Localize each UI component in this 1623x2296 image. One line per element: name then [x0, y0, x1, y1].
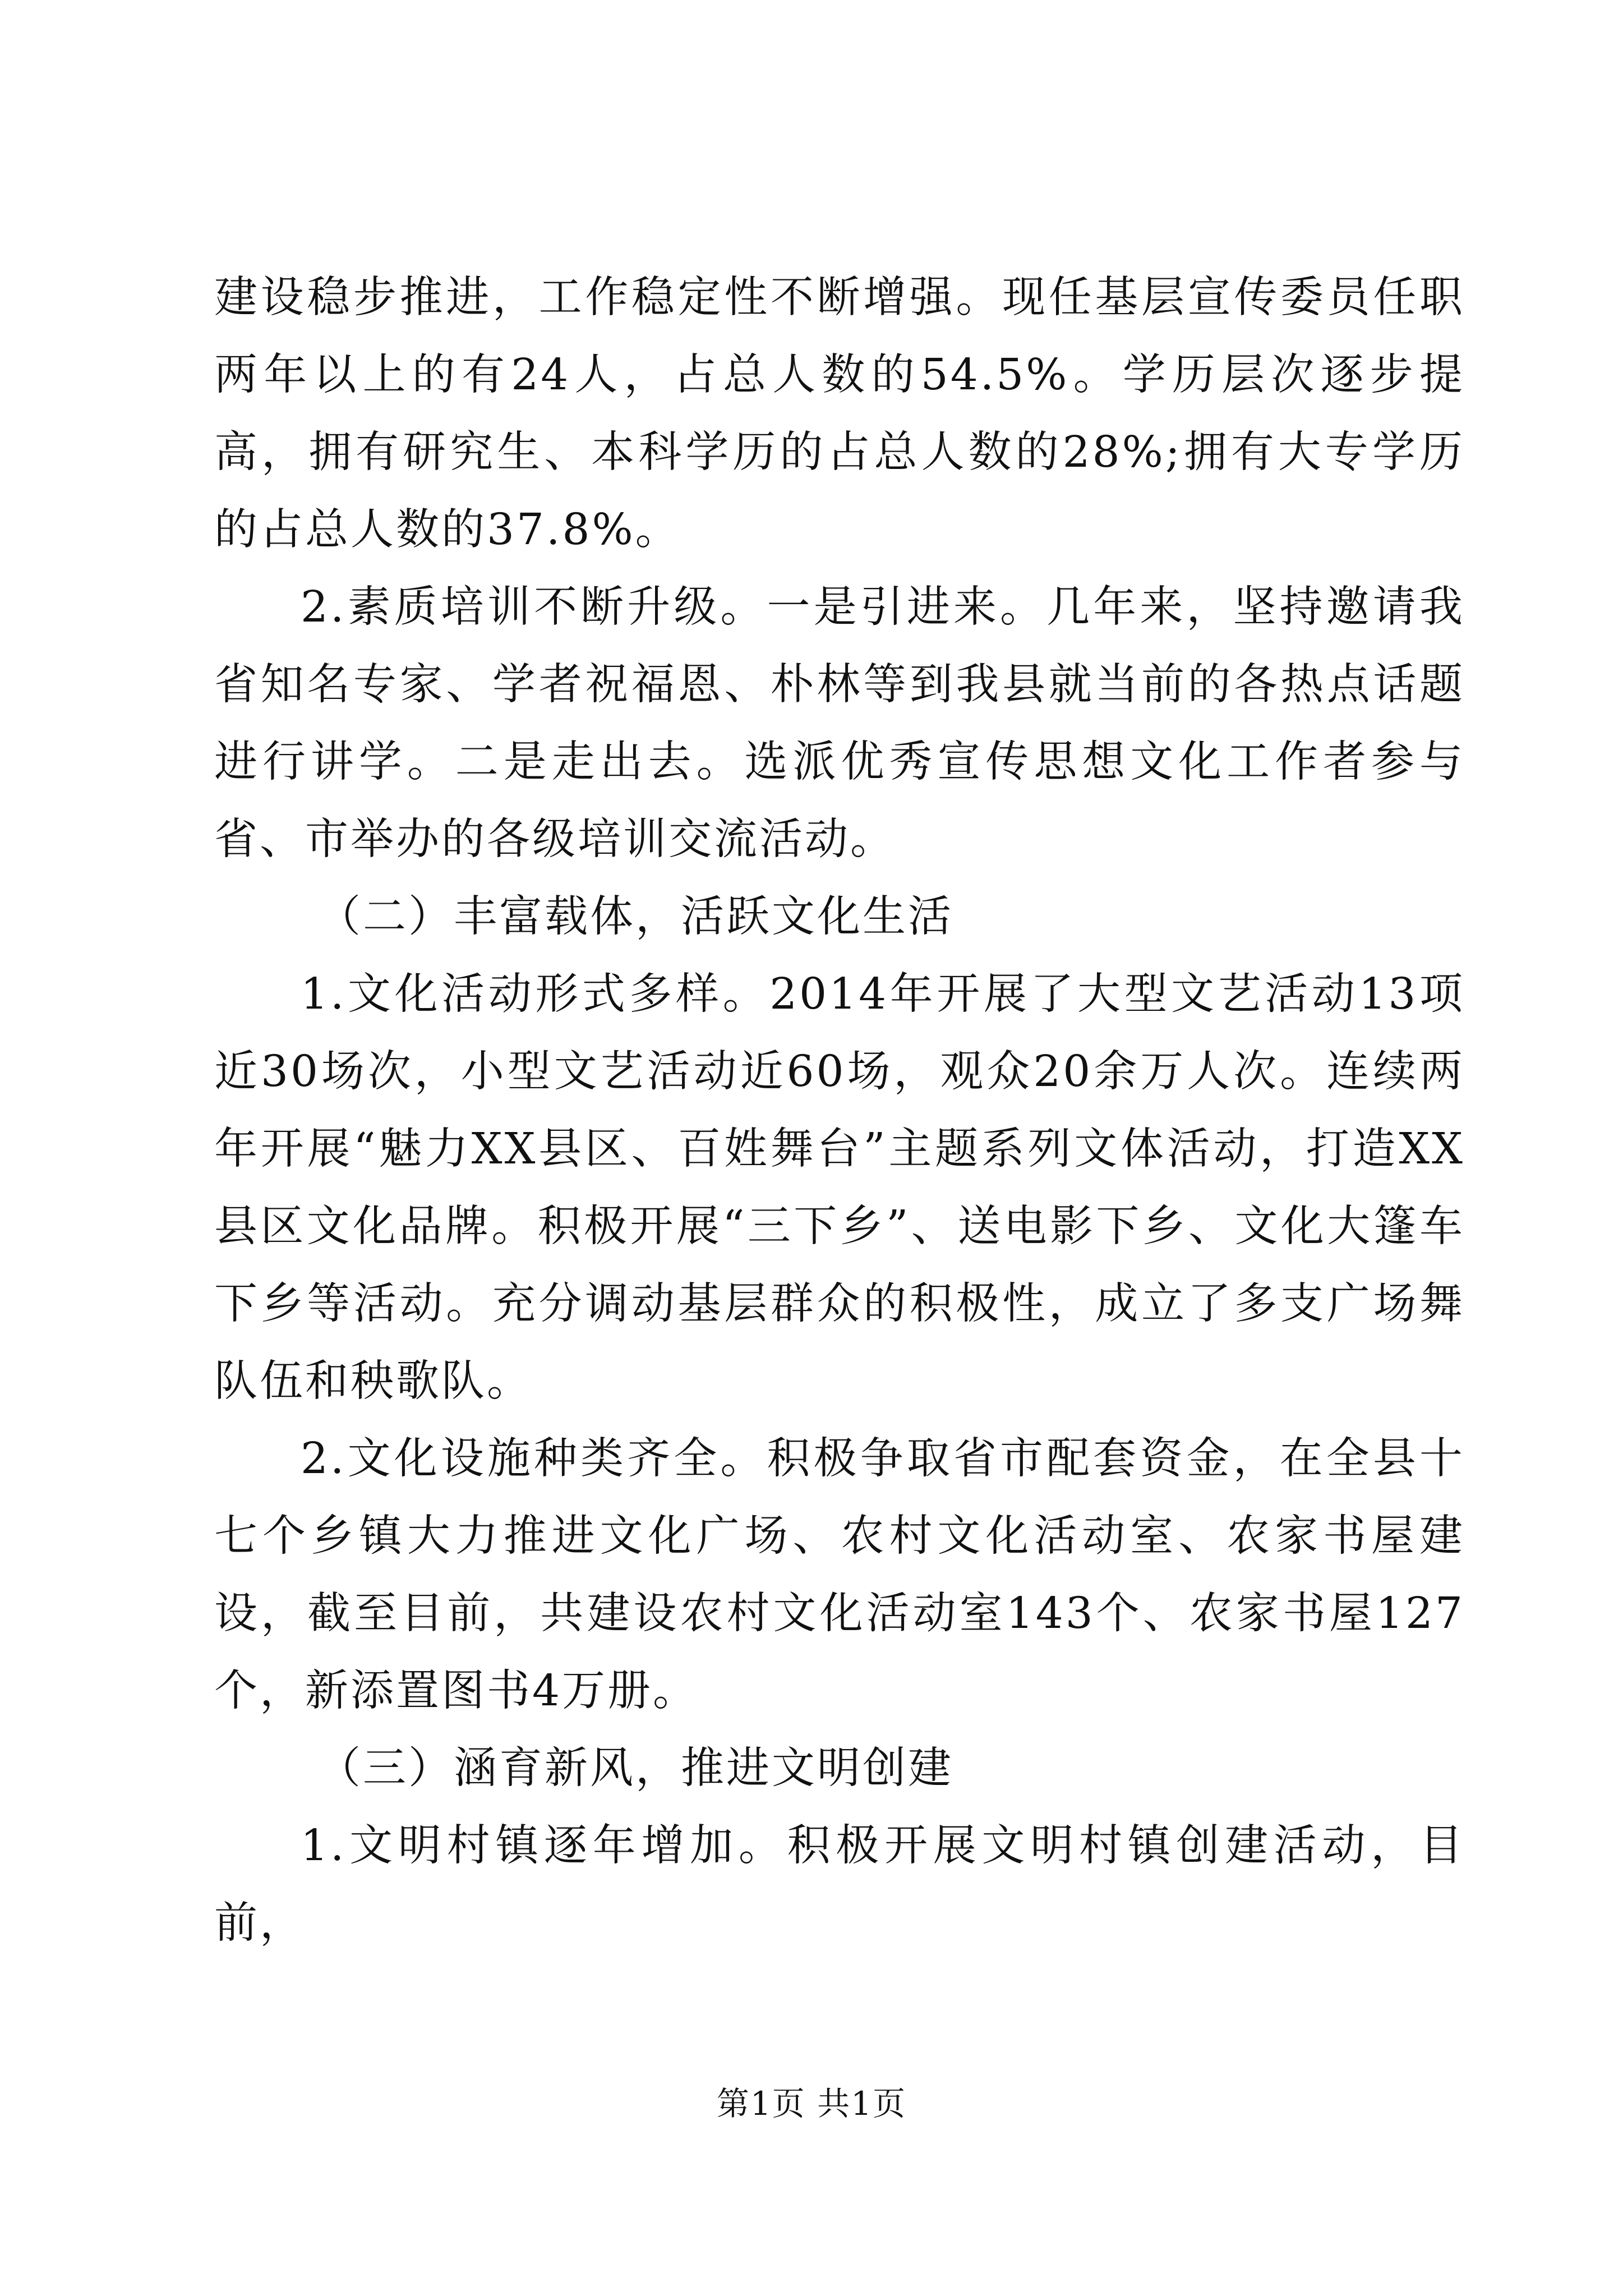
paragraph-training: 2.素质培训不断升级。一是引进来。几年来，坚持邀请我省知名专家、学者祝福恩、朴林等到我县就当前的各热点话题进行讲学。二是走出去。选派优秀宣传思想文化工作者参与省、市举办的各级培训交流活动。 — [214, 582, 1465, 864]
section-heading-civilization: （三）涵育新风，推进文明创建 — [317, 1743, 953, 1793]
paragraph-continuation: 建设稳步推进，工作稳定性不断增强。现任基层宣传委员任职两年以上的有24人，占总人数的54.5%。学历层次逐步提高，拥有研究生、本科学历的占总人数的28%;拥有大专学历的占总人数的37.8%。 — [214, 273, 1465, 555]
paragraph-cultural-facilities: 2.文化设施种类齐全。积极争取省市配套资金，在全县十七个乡镇大力推进文化广场、农村文化活动室、农家书屋建设，截至目前，共建设农村文化活动室143个、农家书屋127个，新添置图书4万册。 — [214, 1434, 1465, 1716]
section-heading-culture: （二）丰富载体，活跃文化生活 — [317, 892, 953, 942]
page-footer: 第1页 共1页 — [716, 2085, 907, 2123]
document-body — [214, 259, 1465, 1962]
paragraph-cultural-activities: 1.文化活动形式多样。2014年开展了大型文艺活动13项近30场次，小型文艺活动近60场，观众20余万人次。连续两年开展“魅力XX县区、百姓舞台”主题系列文体活动，打造XX县区文化品牌。积极开展“三下乡”、送电影下乡、文化大篷车下乡等活动。充分调动基层群众的积极性，成立了多支广场舞队伍和秧歌队。 — [214, 969, 1465, 1406]
paragraph-civilized-villages: 1.文明村镇逐年增加。积极开展文明村镇创建活动，目前， — [214, 1821, 1465, 1948]
